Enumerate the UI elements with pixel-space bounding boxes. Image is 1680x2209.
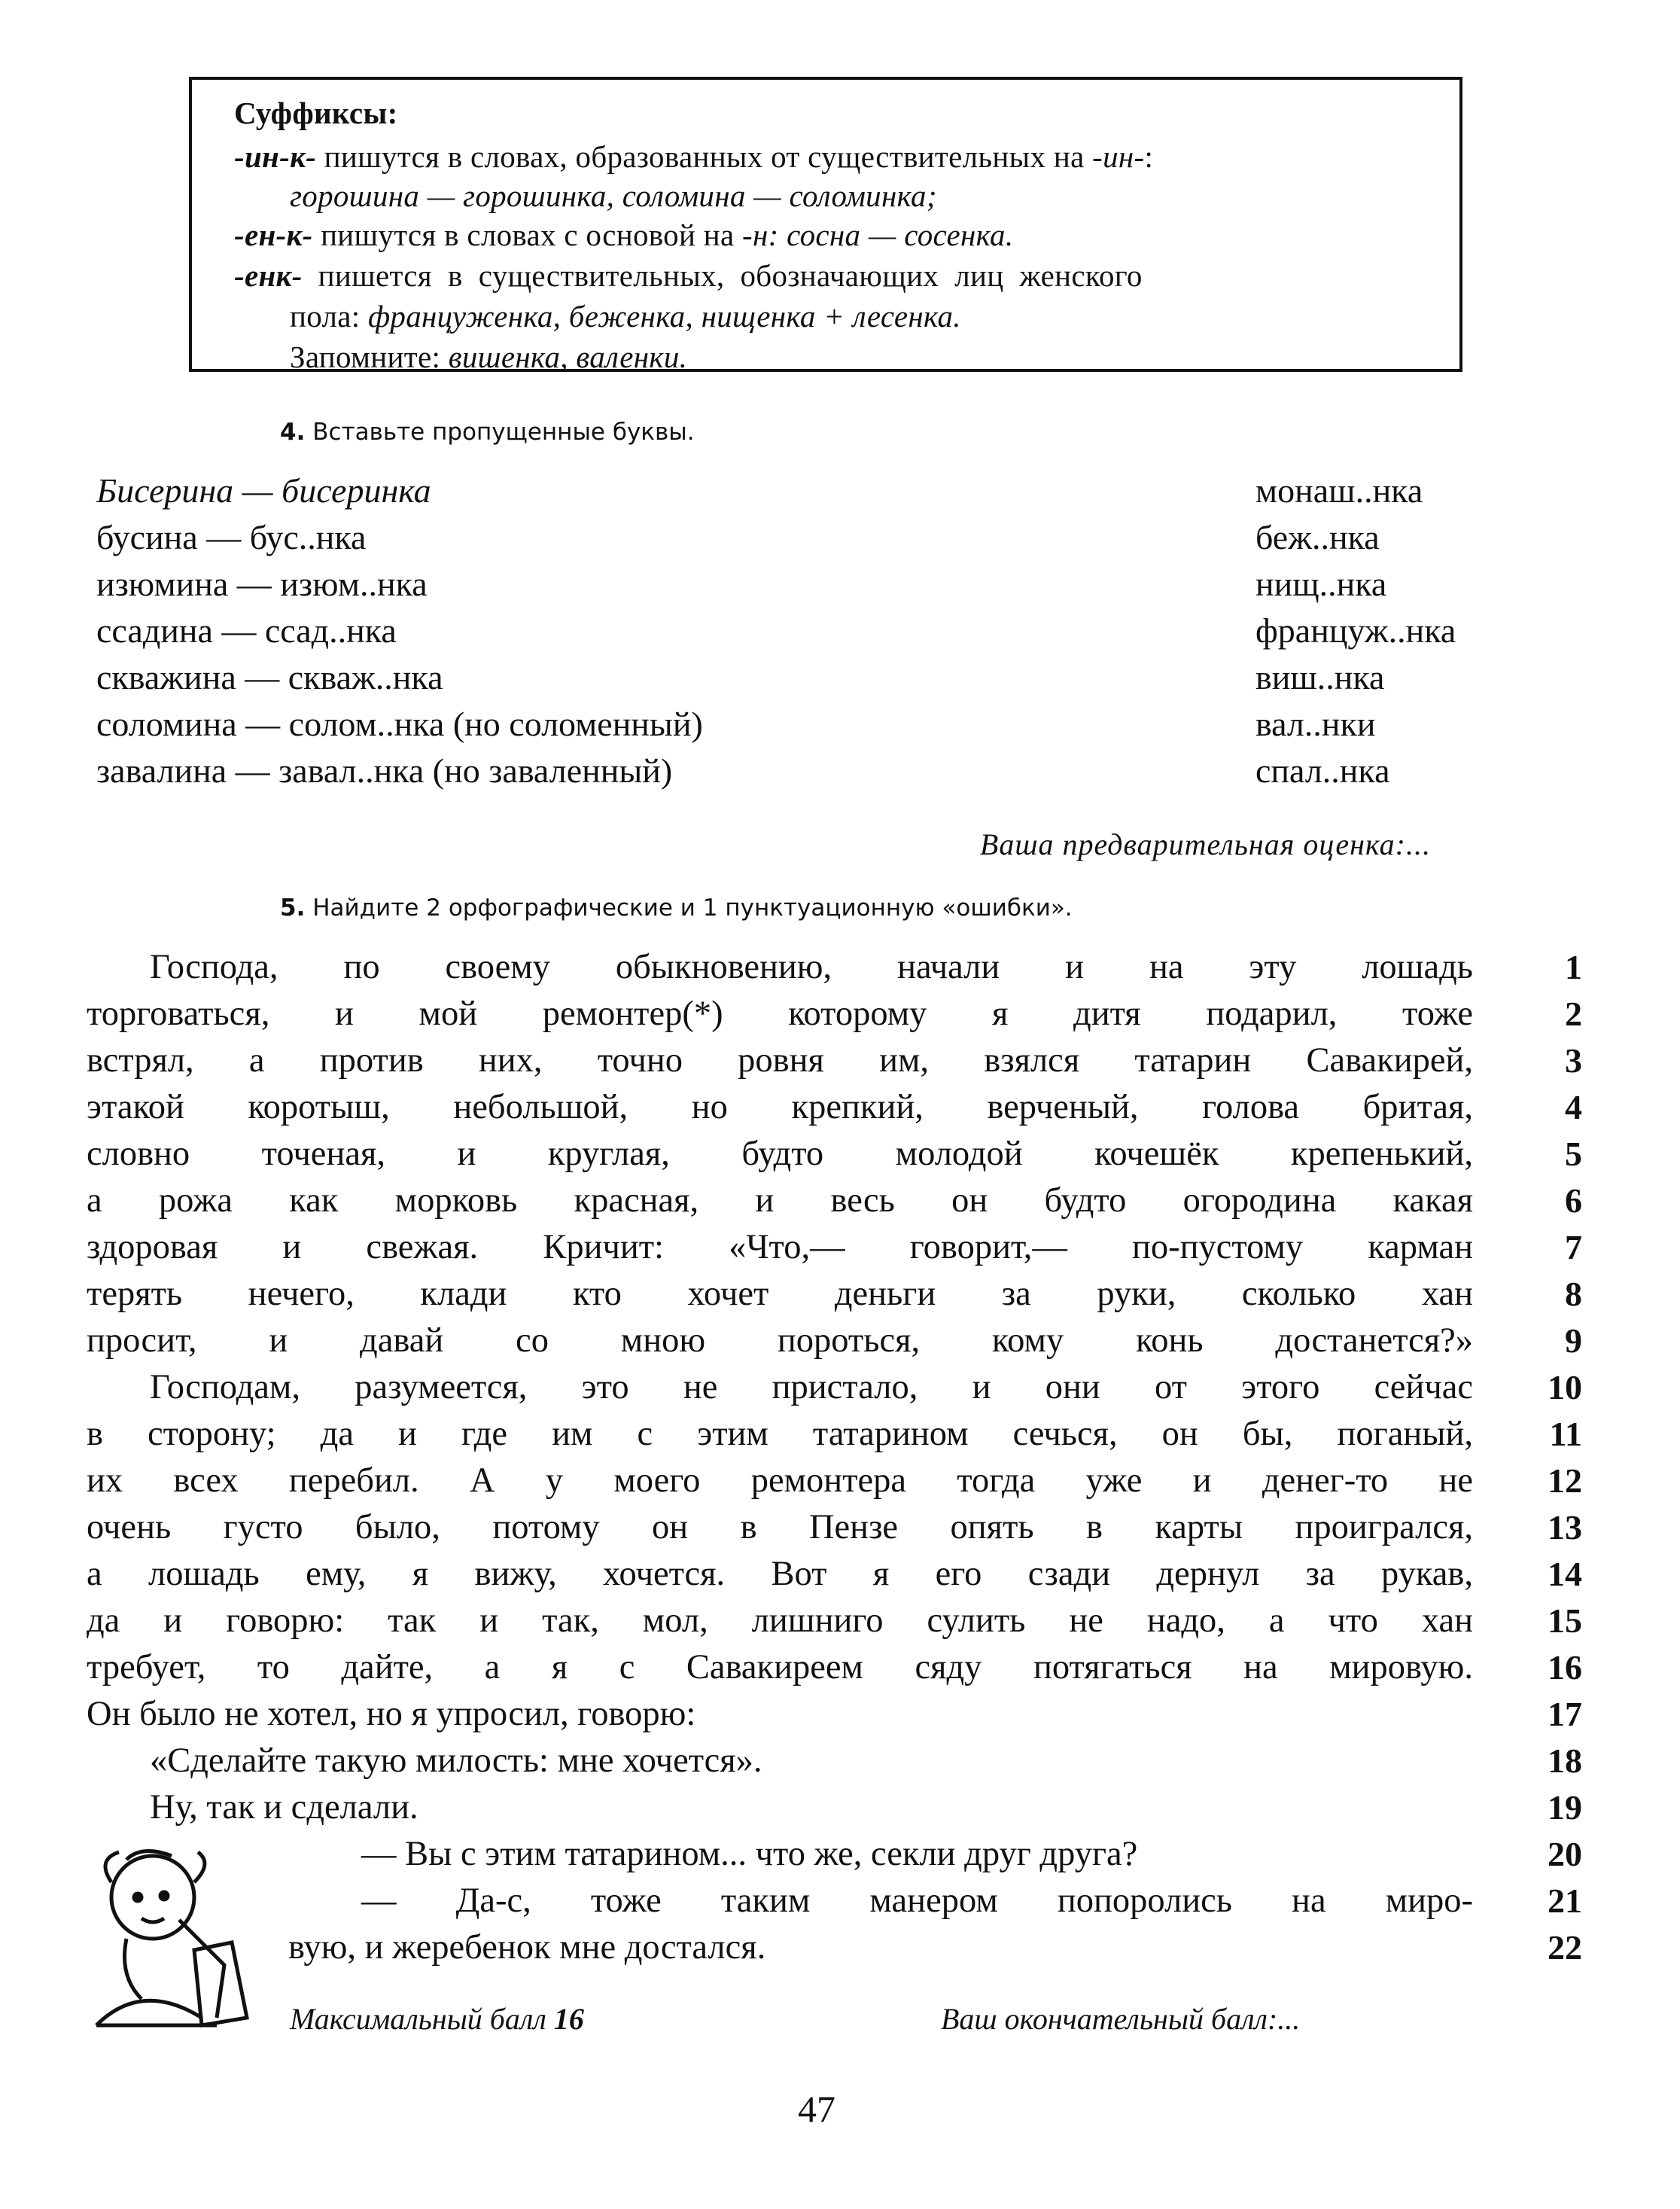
rule-segment: : [1144, 139, 1154, 174]
task5-heading [280, 894, 1073, 922]
text-line: терять нечего, клади кто хочет деньги за руки, сколько хан [87, 1275, 1473, 1313]
line-number: 9 [1565, 1321, 1582, 1360]
word-pair: соломина — солом..нка (но соломенный) [96, 705, 703, 743]
rule-box [189, 77, 1462, 372]
word-pair: завалина — завал..нка (но заваленный) [96, 751, 673, 790]
line-number: 15 [1548, 1601, 1582, 1640]
line-number: 11 [1549, 1415, 1582, 1453]
line-number: 20 [1548, 1835, 1582, 1873]
task4-number: 4. [280, 419, 306, 446]
rule-line [290, 339, 687, 375]
rule-segment: пишутся в словах с основой на [312, 218, 743, 252]
text-line: встрял, а против них, точно ровня им, взялся татарин Савакирей, [87, 1041, 1473, 1080]
line-number: 22 [1548, 1928, 1582, 1967]
line-number: 21 [1548, 1881, 1582, 1920]
line-number: 19 [1548, 1788, 1582, 1827]
line-number: 6 [1565, 1181, 1582, 1220]
word-pair: бусина — бус..нка [96, 518, 367, 556]
preliminary-score: Ваша предварительная оценка:... [979, 827, 1431, 861]
final-score: Ваш окончательный балл:... [941, 2002, 1301, 2036]
line-number: 3 [1565, 1041, 1582, 1080]
text-line: Ну, так и сделали. [150, 1788, 418, 1827]
text-line: этакой коротыш, небольшой, но крепкий, верченый, голова бритая, [87, 1088, 1473, 1126]
word-pair: ссадина — ссад..нка [96, 611, 397, 650]
word-gap: нищ..нка [1255, 565, 1387, 603]
max-score [290, 2001, 584, 2037]
line-number: 14 [1548, 1555, 1582, 1593]
task4-heading [280, 419, 695, 446]
rule-segment: -ин- [1092, 139, 1145, 174]
rule-segment: вишенка, валенки. [448, 340, 688, 374]
word-gap: монаш..нка [1255, 471, 1423, 510]
rule-segment: пола: [290, 299, 368, 334]
text-line: Господам, разумеется, это не пристало, и они от этого сейчас [150, 1368, 1473, 1406]
word-pair: скважина — скваж..нка [96, 658, 443, 696]
max-score-label: Максимальный балл [290, 2002, 546, 2036]
rule-line [234, 257, 1423, 294]
rule-box-title: Суффиксы: [234, 96, 398, 130]
text-line: словно точеная, и круглая, будто молодой кочешёк крепенький, [87, 1135, 1473, 1173]
word-gap: спал..нка [1255, 751, 1390, 790]
line-number: 8 [1565, 1275, 1582, 1313]
text-line: просит, и давай со мною пороться, кому конь достанется?» [87, 1321, 1473, 1360]
word-gap: француж..нка [1255, 611, 1456, 650]
text-line: вую, и жеребенок мне достался. [288, 1928, 766, 1967]
rule-line [234, 139, 1153, 175]
word-pair: изюмина — изюм..нка [96, 565, 428, 603]
text-line: Он было не хотел, но я упросил, говорю: [87, 1695, 696, 1733]
rule-segment: пишется в существительных, обозначающих лиц женского [302, 258, 1143, 293]
rule-segment: -н: сосна — сосенка. [742, 218, 1014, 252]
rule-segment: француженка, беженка, нищенка + лесенка. [368, 299, 961, 334]
text-line: требует, то дайте, а я с Савакиреем сяду потягаться на мировую. [87, 1648, 1473, 1686]
line-number: 5 [1565, 1135, 1582, 1173]
text-line: а рожа как морковь красная, и весь он будто огородина какая [87, 1181, 1473, 1220]
line-number: 16 [1548, 1648, 1582, 1686]
rule-segment: -ин-к- [234, 139, 317, 174]
text-line: Господа, по своему обыкновению, начали и на эту лошадь [150, 948, 1473, 986]
line-number: 18 [1548, 1741, 1582, 1780]
task5-number: 5. [280, 894, 306, 922]
task4-instruction: Вставьте пропущенные буквы. [312, 419, 695, 446]
line-number: 17 [1548, 1695, 1582, 1733]
text-line: — Вы с этим татарином... что же, секли друг друга? [361, 1835, 1138, 1873]
line-number: 4 [1565, 1088, 1582, 1126]
word-gap: вал..нки [1255, 705, 1376, 743]
line-number: 10 [1548, 1368, 1582, 1406]
max-score-value: 16 [553, 2002, 584, 2036]
text-line: очень густо было, потому он в Пензе опять в карты проигрался, [87, 1508, 1473, 1546]
page-number: 47 [798, 2088, 835, 2130]
text-line: их всех перебил. А у моего ремонтера тогда уже и денег-то не [87, 1461, 1473, 1500]
text-line: а лошадь ему, я вижу, хочется. Вот я его сзади дернул за рукав, [87, 1555, 1473, 1593]
line-number: 7 [1565, 1228, 1582, 1266]
rule-segment: -енк- [234, 258, 303, 293]
text-line: в сторону; да и где им с этим татарином сечься, он бы, поганый, [87, 1415, 1473, 1453]
rule-line [290, 298, 961, 334]
rule-line [234, 217, 1013, 253]
rule-segment: горошина — горошинка, соломина — соломинка; [290, 178, 937, 213]
line-number: 12 [1548, 1461, 1582, 1500]
task5-instruction: Найдите 2 орфографические и 1 пунктуационную «ошибки». [312, 894, 1073, 922]
word-gap: виш..нка [1255, 658, 1385, 696]
word-pair: Бисерина — бисеринка [96, 471, 431, 510]
text-line: — Да-с, тоже таким манером попоролись на миро- [361, 1881, 1473, 1920]
line-number: 13 [1548, 1508, 1582, 1546]
word-gap: беж..нка [1255, 518, 1380, 556]
rule-segment: пишутся в словах, образованных от существительных на [316, 139, 1093, 174]
text-line: здоровая и свежая. Кричит: «Что,— говорит,— по-пустому карман [87, 1228, 1473, 1266]
line-number: 1 [1565, 948, 1582, 986]
text-line: торговаться, и мой ремонтер(*) которому я дитя подарил, тоже [87, 995, 1473, 1033]
text-line: «Сделайте такую милость: мне хочется». [150, 1741, 762, 1780]
line-number: 2 [1565, 995, 1582, 1033]
rule-segment: Запомните: [290, 340, 449, 374]
rule-line [290, 178, 937, 214]
girl-reading-illustration [81, 1837, 262, 2033]
text-line: да и говорю: так и так, мол, лишниго сулить не надо, а что хан [87, 1601, 1473, 1640]
rule-segment: -ен-к- [234, 218, 313, 252]
